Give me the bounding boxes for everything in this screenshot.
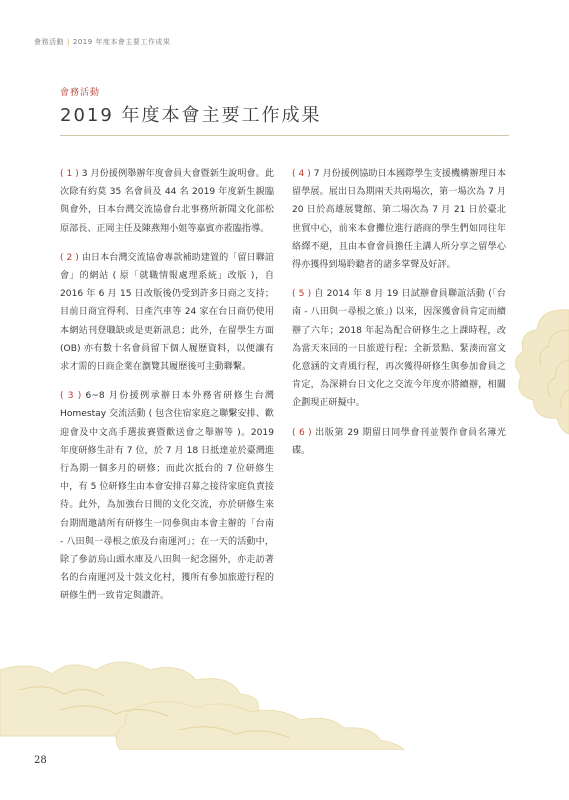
paragraph-4 bbox=[292, 165, 506, 274]
paragraph-5 bbox=[292, 285, 506, 412]
section-label: 會務活動 bbox=[60, 88, 101, 98]
paragraph-number: ( 4 ) bbox=[292, 169, 311, 179]
cloud-pattern-decoration bbox=[0, 640, 569, 750]
paragraph-number: ( 5 ) bbox=[292, 289, 312, 300]
paragraph-number: ( 2 ) bbox=[60, 252, 79, 263]
right-column bbox=[292, 165, 506, 471]
paragraph-1 bbox=[60, 165, 274, 238]
left-column bbox=[60, 165, 274, 617]
running-head-title: 2019 年度本會主要工作成果 bbox=[72, 38, 171, 46]
paragraph-text: 6~8 月份援例承辦日本外務省研修生台灣 Homestay 交流活動 ( 包含住宿家庭之聯繫安排、歡迎會及中文高手選拔賽暨歡送會之舉辦等 )。2019 年度研修生計有 7 位，於 7 月 18 日抵達並於臺灣進行為期一個多月的研修；而此次抵台的 7 位研修生中，有 5 位研修生由本會安排召募之接待家庭負責接待。此外，為加強台日間的文化交流，亦於研修生來台期間邀請所有研修生一同參與由本會主辦的「台南 - 八田與一尋根之旅及台南運河」；在一天的活動中，除了參訪烏山頭水庫及八田與一紀念園外，亦走訪著名的台南運河及十鼓文化村，獲所有參加旅遊行程的研修生們一致肯定與讚許。 bbox=[60, 391, 274, 602]
paragraph-number: ( 6 ) bbox=[292, 427, 312, 438]
paragraph-text: 自 2014 年 8 月 19 日試辦會員聯誼活動 (「台南 - 八田與一尋根之旅」) 以來，因深獲會員肯定而續辦了六年；2018 年起為配合研修生之上課時程，改為當天來回的一日旅遊行程；全新景點、緊湊而富文化意涵的文青風行程，再次獲得研修生與參加會員之肯定，為深耕台日文化之交流今年度亦將續辦，相關企劃現正研擬中。 bbox=[292, 289, 507, 409]
paragraph-text: 7 月份援例協助日本國際學生支援機構辦理日本留學展。展出日為期兩天共兩場次，第一場次為 7 月 20 日於高雄展覽館、第二場次為 7 月 21 日於臺北世貿中心，前來本會攤位進行諮商的學生們如同往年絡繹不絕，且由本會會員擔任主講人所分享之留學心得亦獲得到場聆聽者的諸多掌聲及好評。 bbox=[292, 169, 506, 271]
cloud-pattern-decoration bbox=[499, 290, 569, 450]
paragraph-number: ( 3 ) bbox=[60, 391, 82, 402]
page-number: 28 bbox=[34, 755, 47, 766]
running-head bbox=[34, 37, 170, 47]
paragraph-text: 由日本台灣交流協會專款補助建置的「留日聯誼會」的網站 ( 原「就職情報處理系統」改版 )，自 2016 年 6 月 15 日改版後仍受到許多日商之支持；目前日商宜得利、日產汽車等 24 家在台日商仍使用本網站刊登職缺或是更新訊息；此外，在留學生方面 (OB) 亦有數十名會員留下個人履歷資料，以便讓有求才需的日商企業在瀏覽其履歷後可主動聯繫。 bbox=[60, 252, 274, 373]
title-divider bbox=[60, 135, 509, 136]
running-head-section: 會務活動 bbox=[34, 38, 64, 46]
paragraph-text: 3 月份援例舉辦年度會員大會暨新生說明會。此次除有約莫 35 名會員及 44 名 2019 年度新生親臨與會外，日本台灣交流協會台北事務所新聞文化部松原部長、正岡主任及陳燕翔小姐等嘉賓亦蒞臨指導。 bbox=[60, 169, 274, 234]
paragraph-number: ( 1 ) bbox=[60, 169, 79, 179]
paragraph-3 bbox=[60, 387, 274, 605]
paragraph-6 bbox=[292, 424, 506, 460]
paragraph-2 bbox=[60, 249, 274, 376]
page-title: 2019 年度本會主要工作成果 bbox=[60, 105, 322, 126]
paragraph-text: 出版第 29 期留日同學會刊並製作會員名簿光碟。 bbox=[292, 427, 506, 456]
running-head-separator: | bbox=[67, 38, 70, 46]
